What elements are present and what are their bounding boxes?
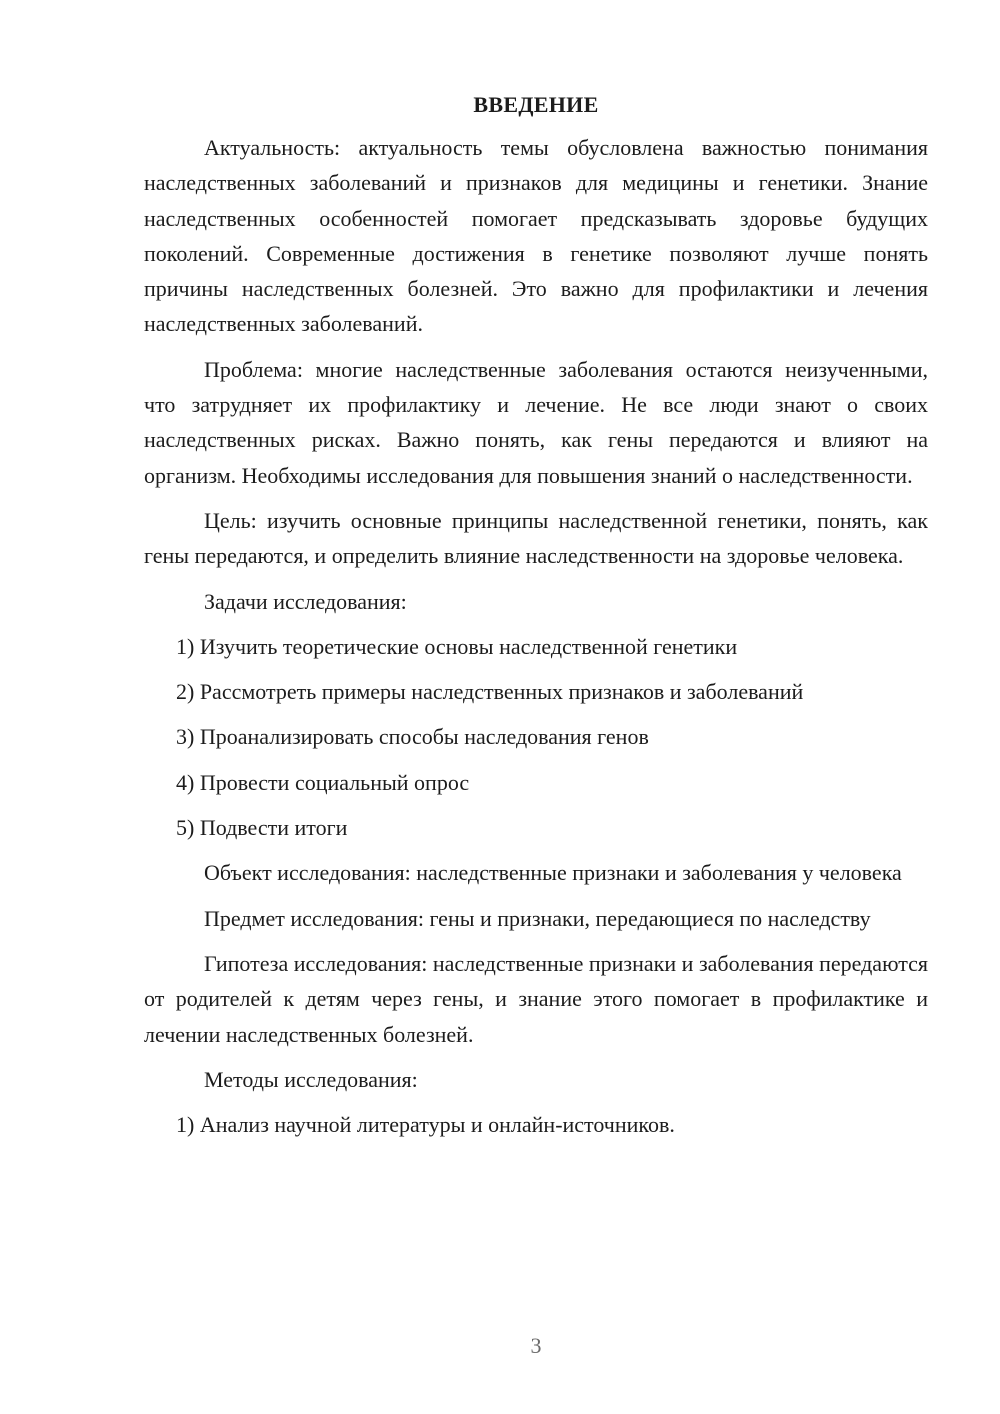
object-paragraph: Объект исследования: наследственные признаки и заболевания у человека [204,860,902,886]
goal-paragraph: Цель: изучить основные принципы наследственной генетики, понять, как гены передаются, и определить влияние наследственности на здоровье человека. [144,507,928,569]
list-item: 5) Подвести итоги [176,815,348,841]
document-page [144,90,928,1152]
page-number: 3 [530,1333,542,1358]
list-item: 1) Анализ научной литературы и онлайн-источников. [176,1112,675,1138]
problem-paragraph: Проблема: многие наследственные заболевания остаются неизученными, что затрудняет их профилактику и лечение. Не все люди знают о своих наследственных рисках. Важно понять, как гены передаются и влияют на организм. Необходимы исследования для повышения знаний о наследственности. [144,356,928,488]
list-item: 1) Изучить теоретические основы наследственной генетики [176,633,738,659]
methods-list [144,1107,928,1142]
methods-title: Методы исследования: [204,1066,418,1092]
relevance-paragraph: Актуальность: актуальность темы обусловлена важностью понимания наследственных заболеваний и признаков для медицины и генетики. Знание наследственных особенностей помогает предсказывать здоровье будущих поколений. Современные достижения в генетике позволяют лучше понять причины наследственных болезней. Это важно для профилактики и лечения наследственных заболеваний. [144,135,928,337]
hypothesis-paragraph: Гипотеза исследования: наследственные признаки и заболевания передаются от родителей к детям через гены, и знание этого помогает в профилактике и лечении наследственных болезней. [144,950,928,1047]
list-item: 4) Провести социальный опрос [176,769,470,795]
list-item: 2) Рассмотреть примеры наследственных признаков и заболеваний [176,679,804,705]
tasks-list [144,629,928,845]
list-item: 3) Проанализировать способы наследования генов [176,724,649,750]
subject-paragraph: Предмет исследования: гены и признаки, передающиеся по наследству [204,905,871,931]
page-title: ВВЕДЕНИЕ [473,92,599,117]
tasks-title: Задачи исследования: [204,588,407,614]
